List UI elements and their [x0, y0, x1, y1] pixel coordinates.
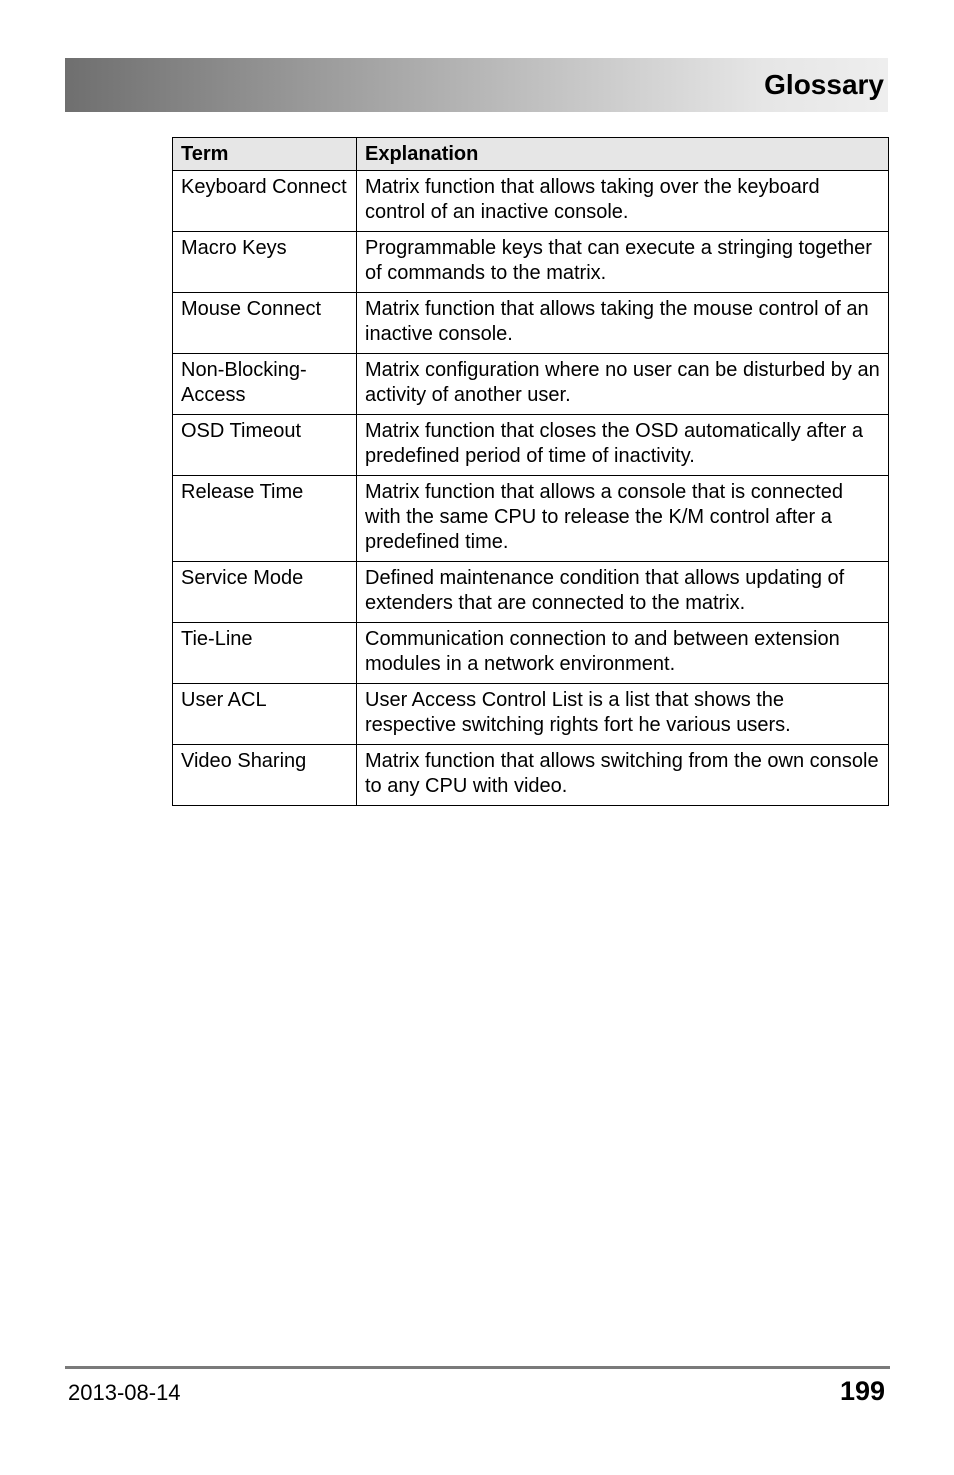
table-row: [173, 684, 889, 745]
explanation-cell: Matrix configuration where no user can be disturbed by an activity of another user.: [357, 354, 889, 415]
table-header-row: [173, 138, 889, 171]
page-number: 199: [839, 1376, 885, 1406]
explanation-cell: Matrix function that allows a console that is connected with the same CPU to release the K/M control after a predefined time.: [357, 476, 889, 562]
term-cell: Mouse Connect: [173, 293, 357, 354]
term-cell: Release Time: [173, 476, 357, 562]
footer-divider: [65, 1366, 890, 1369]
footer-date: 2013-08-14: [68, 1380, 181, 1405]
table-row: [173, 293, 889, 354]
page-title: Glossary: [764, 69, 884, 100]
explanation-cell: Communication connection to and between extension modules in a network environment.: [357, 623, 889, 684]
table-row: [173, 354, 889, 415]
term-cell: Non-Blocking-Access: [173, 354, 357, 415]
term-cell: OSD Timeout: [173, 415, 357, 476]
table-row: [173, 476, 889, 562]
table-row: [173, 415, 889, 476]
explanation-cell: Matrix function that allows taking over the keyboard control of an inactive console.: [357, 171, 889, 232]
term-cell: Tie-Line: [173, 623, 357, 684]
explanation-cell: Defined maintenance condition that allows updating of extenders that are connected to the matrix.: [357, 562, 889, 623]
explanation-cell: Programmable keys that can execute a stringing together of commands to the matrix.: [357, 232, 889, 293]
explanation-cell: User Access Control List is a list that shows the respective switching rights fort he various users.: [357, 684, 889, 745]
explanation-cell: Matrix function that allows taking the mouse control of an inactive console.: [357, 293, 889, 354]
explanation-cell: Matrix function that allows switching from the own console to any CPU with video.: [357, 745, 889, 806]
explanation-cell: Matrix function that closes the OSD automatically after a predefined period of time of inactivity.: [357, 415, 889, 476]
table-row: [173, 745, 889, 806]
term-cell: Keyboard Connect: [173, 171, 357, 232]
term-cell: Video Sharing: [173, 745, 357, 806]
term-cell: User ACL: [173, 684, 357, 745]
term-cell: Macro Keys: [173, 232, 357, 293]
glossary-table: [172, 137, 889, 806]
page-header: [65, 58, 888, 112]
table-row: [173, 623, 889, 684]
column-header-term: Term: [173, 138, 357, 171]
term-cell: Service Mode: [173, 562, 357, 623]
table-row: [173, 171, 889, 232]
table-row: [173, 232, 889, 293]
column-header-explanation: Explanation: [357, 138, 889, 171]
table-row: [173, 562, 889, 623]
